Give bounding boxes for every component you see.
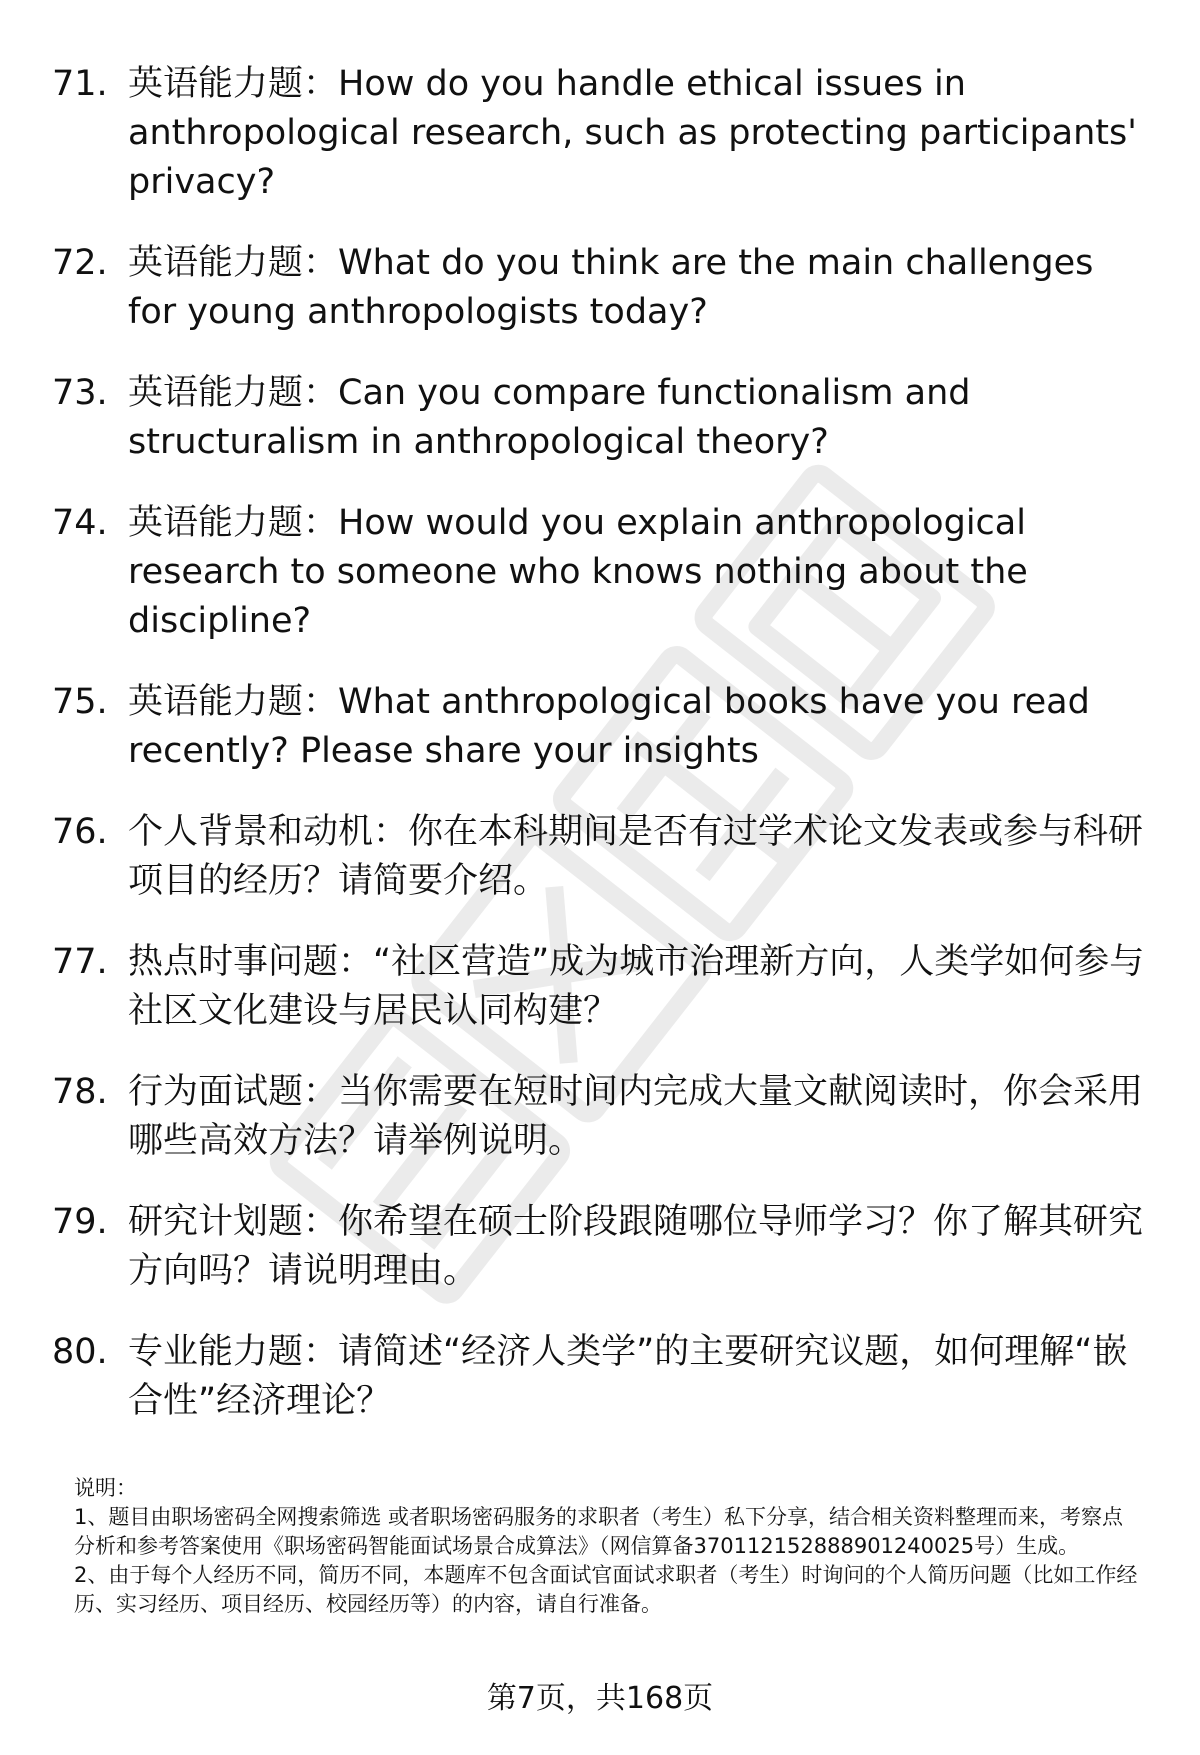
question-text: 英语能力题：Can you compare functionalism and structuralism in anthropological theory? [128, 373, 971, 462]
question-number: 77. [52, 942, 108, 982]
notes-heading: 说明： [74, 1476, 137, 1500]
question-text: 英语能力题：How do you handle ethical issues in anthropological research, such as protecting participants' privacy? [128, 64, 1137, 202]
question-number: 71. [52, 64, 108, 104]
question-item [52, 808, 1152, 906]
question-text: 英语能力题：What anthropological books have you read recently? Please share your insights [128, 682, 1090, 771]
question-text: 英语能力题：What do you think are the main challenges for young anthropologists today? [128, 243, 1094, 332]
page-number-label: 第7页，共168页 [486, 1681, 714, 1716]
question-item [52, 369, 1152, 467]
question-list [52, 60, 1152, 1458]
question-item [52, 938, 1152, 1036]
question-item [52, 60, 1152, 207]
question-number: 72. [52, 243, 108, 283]
notes-item-2: 2、由于每个人经历不同，简历不同，本题库不包含面试官面试求职者（考生）时询问的个人简历问题（比如工作经历、实习经历、项目经历、校园经历等）的内容，请自行准备。 [74, 1563, 1138, 1616]
question-item [52, 678, 1152, 776]
page-footer [0, 1679, 1200, 1719]
question-number: 79. [52, 1202, 108, 1242]
question-text: 热点时事问题：“社区营造”成为城市治理新方向，人类学如何参与社区文化建设与居民认同构建？ [128, 942, 1145, 1031]
question-number: 73. [52, 373, 108, 413]
notes-item-1: 1、题目由职场密码全网搜索筛选 或者职场密码服务的求职者（考生）私下分享，结合相关资料整理而来，考察点分析和参考答案使用《职场密码智能面试场景合成算法》（网信算备370112152888901240025号）生成。 [74, 1505, 1124, 1558]
question-number: 75. [52, 682, 108, 722]
question-text: 研究计划题：你希望在硕士阶段跟随哪位导师学习？你了解其研究方向吗？请说明理由。 [128, 1202, 1144, 1291]
question-text: 英语能力题：How would you explain anthropological research to someone who knows nothing about the discipline? [128, 503, 1028, 641]
notes-section [74, 1474, 1144, 1619]
question-item [52, 1328, 1152, 1426]
question-number: 78. [52, 1072, 108, 1112]
question-item [52, 239, 1152, 337]
question-text: 个人背景和动机：你在本科期间是否有过学术论文发表或参与科研项目的经历？请简要介绍。 [128, 812, 1144, 901]
question-text: 行为面试题：当你需要在短时间内完成大量文献阅读时，你会采用哪些高效方法？请举例说明。 [128, 1072, 1144, 1161]
question-number: 80. [52, 1332, 108, 1372]
question-number: 74. [52, 503, 108, 543]
question-item [52, 499, 1152, 646]
question-text: 专业能力题：请简述“经济人类学”的主要研究议题，如何理解“嵌合性”经济理论？ [128, 1332, 1128, 1421]
question-number: 76. [52, 812, 108, 852]
question-item [52, 1068, 1152, 1166]
question-item [52, 1198, 1152, 1296]
